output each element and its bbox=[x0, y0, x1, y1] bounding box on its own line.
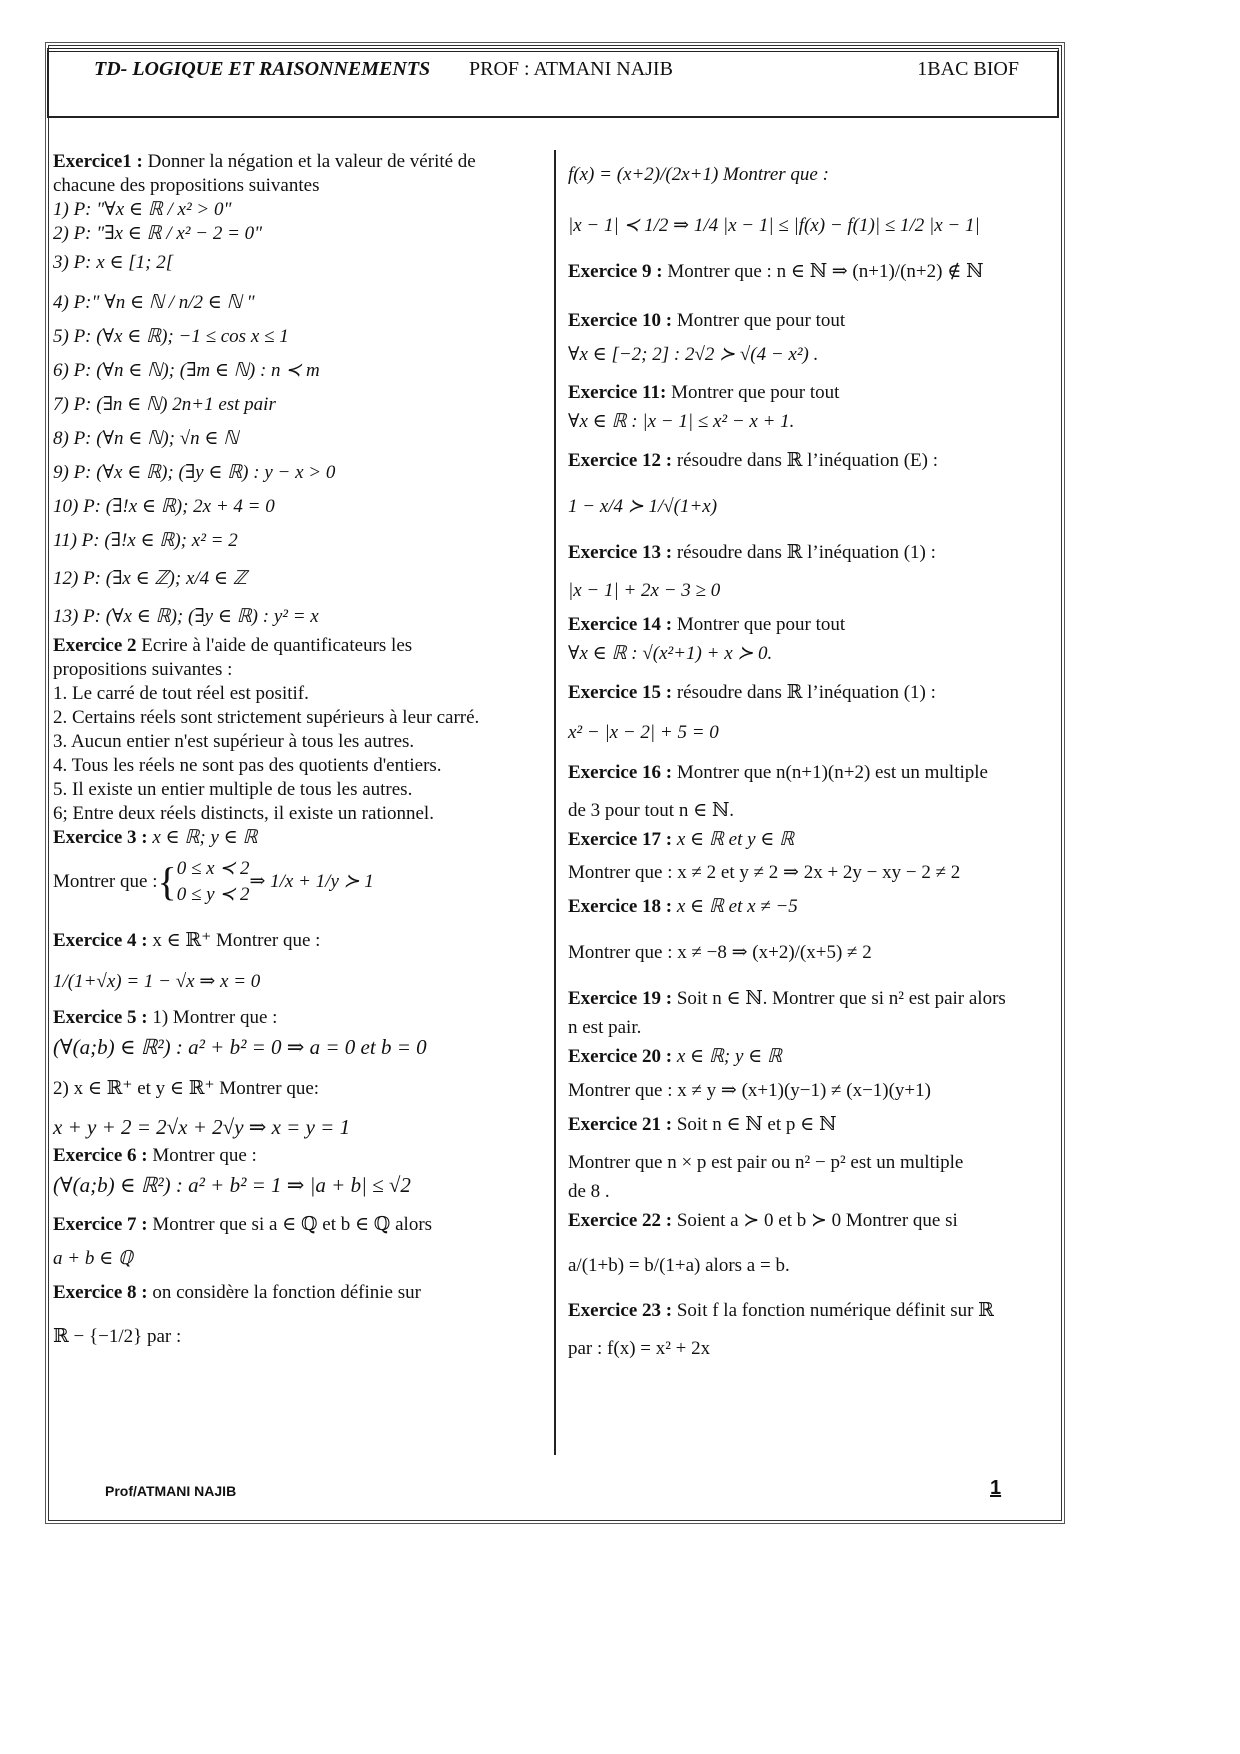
exercise-18 bbox=[568, 890, 1058, 982]
exercise-17 bbox=[568, 828, 1058, 890]
exercise-8 bbox=[53, 1276, 548, 1364]
proposition: 3) P: x ∈ [1; 2[ bbox=[53, 252, 174, 273]
formula: ∀x ∈ ℝ : |x − 1| ≤ x² − x + 1. bbox=[568, 411, 795, 432]
exercise-text: n est pair. bbox=[568, 1017, 642, 1038]
exercise-label: Exercice 15 : bbox=[568, 682, 673, 703]
formula: ℝ − {−1/2} par : bbox=[53, 1326, 182, 1347]
exercise-text: propositions suivantes : bbox=[53, 659, 233, 680]
exercise-5 bbox=[53, 1006, 548, 1144]
exercise-9 bbox=[568, 252, 1058, 304]
exercise-1 bbox=[53, 150, 548, 634]
footer-author: Prof/ATMANI NAJIB bbox=[105, 1483, 237, 1499]
exercise-label: Exercice 5 : bbox=[53, 1007, 148, 1028]
exercise-label: Exercice 18 : bbox=[568, 896, 673, 917]
right-column bbox=[568, 150, 1058, 1366]
exercise-label: Exercice 8 : bbox=[53, 1282, 148, 1303]
proposition: 13) P: (∀x ∈ ℝ); (∃y ∈ ℝ) : y² = x bbox=[53, 606, 319, 627]
document-title: TD- LOGIQUE ET RAISONNEMENTS bbox=[94, 58, 431, 80]
column-divider bbox=[554, 150, 556, 1455]
exercise-2 bbox=[53, 634, 548, 826]
class-level: 1BAC BIOF bbox=[917, 58, 1019, 80]
exercise-label: Exercice 13 : bbox=[568, 542, 673, 563]
exercise-text: Donner la négation et la valeur de vérité de bbox=[142, 151, 476, 172]
list-item: 4. Tous les réels ne sont pas des quotients d'entiers. bbox=[53, 755, 442, 776]
exercise-label: Exercice 3 : bbox=[53, 827, 148, 848]
proposition: 11) P: (∃!x ∈ ℝ); x² = 2 bbox=[53, 530, 238, 551]
list-item: 2. Certains réels sont strictement supérieurs à leur carré. bbox=[53, 707, 480, 728]
exercise-16 bbox=[568, 756, 1058, 828]
exercise-11 bbox=[568, 376, 1058, 434]
formula: (∀(a;b) ∈ ℝ²) : a² + b² = 1 ⇒ |a + b| ≤ √2 bbox=[53, 1173, 411, 1197]
exercise-23 bbox=[568, 1294, 1058, 1366]
exercise-given: x ∈ ℝ; y ∈ ℝ bbox=[147, 827, 258, 848]
formula: Montrer que : x ≠ 2 et y ≠ 2 ⇒ 2x + 2y − xy − 2 ≠ 2 bbox=[568, 862, 961, 883]
formula: 1/(1+√x) = 1 − √x ⇒ x = 0 bbox=[53, 971, 261, 992]
exercise-text: de 3 pour tout n ∈ ℕ. bbox=[568, 800, 734, 821]
exercise-text: résoudre dans ℝ l’inéquation (1) : bbox=[672, 682, 936, 703]
proposition: 2) P: "∃x ∈ ℝ / x² − 2 = 0" bbox=[53, 223, 263, 244]
proposition: 6) P: (∀n ∈ ℕ); (∃m ∈ ℕ) : n ≺ m bbox=[53, 360, 320, 381]
exercise-21 bbox=[568, 1108, 1058, 1204]
proposition: 5) P: (∀x ∈ ℝ); −1 ≤ cos x ≤ 1 bbox=[53, 326, 289, 347]
formula: 1 − x/4 ≻ 1/√(1+x) bbox=[568, 496, 718, 517]
exercise-label: Exercice 10 : bbox=[568, 310, 673, 331]
proposition: 10) P: (∃!x ∈ ℝ); 2x + 4 = 0 bbox=[53, 496, 275, 517]
exercise-13 bbox=[568, 536, 1058, 608]
formula: par : f(x) = x² + 2x bbox=[568, 1338, 711, 1359]
exercise-8-continued bbox=[568, 150, 1058, 252]
formula: f(x) = (x+2)/(2x+1) Montrer que : bbox=[568, 164, 829, 185]
exercise-label: Exercice 4 : bbox=[53, 930, 148, 951]
exercise-20 bbox=[568, 1040, 1058, 1108]
exercise-text: Montrer que n × p est pair ou n² − p² est un multiple bbox=[568, 1152, 964, 1173]
formula: |x − 1| + 2x − 3 ≥ 0 bbox=[568, 580, 721, 601]
exercise-text: Montrer que pour tout bbox=[672, 310, 846, 331]
exercise-15 bbox=[568, 676, 1058, 750]
formula: |x − 1| ≺ 1/2 ⇒ 1/4 |x − 1| ≤ |f(x) − f(1)| ≤ 1/2 |x − 1| bbox=[568, 215, 980, 236]
formula: a/(1+b) = b/(1+a) alors a = b. bbox=[568, 1255, 790, 1276]
left-column bbox=[53, 150, 548, 1364]
exercise-14 bbox=[568, 608, 1058, 666]
exercise-given: Soit n ∈ ℕ et p ∈ ℕ bbox=[672, 1114, 837, 1135]
exercise-text: Montrer que : bbox=[147, 1145, 257, 1166]
exercise-12 bbox=[568, 444, 1058, 536]
formula: x² − |x − 2| + 5 = 0 bbox=[568, 722, 719, 743]
exercise-text: Montrer que pour tout bbox=[672, 614, 846, 635]
list-item: 3. Aucun entier n'est supérieur à tous les autres. bbox=[53, 731, 415, 752]
exercise-given: x ∈ ℝ et y ∈ ℝ bbox=[672, 829, 795, 850]
proposition: 7) P: (∃n ∈ ℕ) 2n+1 est pair bbox=[53, 394, 276, 415]
exercise-text: Montrer que pour tout bbox=[666, 382, 840, 403]
exercise-text: Montrer que n(n+1)(n+2) est un multiple bbox=[672, 762, 988, 783]
list-item: 5. Il existe un entier multiple de tous les autres. bbox=[53, 779, 413, 800]
professor-name: PROF : ATMANI NAJIB bbox=[469, 58, 673, 80]
formula: x + y + 2 = 2√x + 2√y ⇒ x = y = 1 bbox=[53, 1115, 351, 1139]
exercise-6 bbox=[53, 1144, 548, 1202]
exercise-text: on considère la fonction définie sur bbox=[147, 1282, 421, 1303]
formula: ⇒ 1/x + 1/y ≻ 1 bbox=[249, 871, 374, 892]
exercise-22 bbox=[568, 1204, 1058, 1294]
exercise-given: x ∈ ℝ et x ≠ −5 bbox=[672, 896, 798, 917]
exercise-label: Exercice1 : bbox=[53, 151, 143, 172]
formula: a + b ∈ ℚ bbox=[53, 1248, 133, 1269]
exercise-text: Soit f la fonction numérique définit sur ℝ bbox=[672, 1300, 994, 1321]
proposition: 12) P: (∃x ∈ ℤ); x/4 ∈ ℤ bbox=[53, 568, 247, 589]
exercise-label: Exercice 6 : bbox=[53, 1145, 148, 1166]
formula: ∀x ∈ ℝ : √(x²+1) + x ≻ 0. bbox=[568, 643, 773, 664]
exercise-4 bbox=[53, 924, 548, 1006]
exercise-3: Exercice 3 : x ∈ ℝ; y ∈ ℝ Montrer que : { 0 ≤ x ≺ 2 0 ≤ y ≺ 2 ⇒ 1/x + 1/y ≻ 1 bbox=[53, 826, 548, 914]
exercise-text: Soient a ≻ 0 et b ≻ 0 Montrer que si bbox=[672, 1210, 958, 1231]
exercise-label: Exercice 16 : bbox=[568, 762, 673, 783]
exercise-label: Exercice 17 : bbox=[568, 829, 673, 850]
exercise-label: Exercice 11: bbox=[568, 382, 667, 403]
exercise-label: Exercice 19 : bbox=[568, 988, 673, 1009]
system-line: 0 ≤ x ≺ 2 bbox=[176, 858, 250, 879]
exercise-label: Exercice 21 : bbox=[568, 1114, 673, 1135]
proposition: 8) P: (∀n ∈ ℕ); √n ∈ ℕ bbox=[53, 428, 239, 449]
exercise-19 bbox=[568, 982, 1058, 1040]
formula: (∀(a;b) ∈ ℝ²) : a² + b² = 0 ⇒ a = 0 et b = 0 bbox=[53, 1035, 427, 1059]
exercise-10 bbox=[568, 304, 1058, 372]
exercise-label: Exercice 23 : bbox=[568, 1300, 673, 1321]
proposition: 1) P: "∀x ∈ ℝ / x² > 0" bbox=[53, 199, 232, 220]
exercise-text: Soit n ∈ ℕ. Montrer que si n² est pair alors bbox=[672, 988, 1006, 1009]
exercise-text: Montrer que : n ∈ ℕ ⇒ (n+1)/(n+2) ∉ ℕ bbox=[662, 261, 984, 282]
list-item: 6; Entre deux réels distincts, il existe un rationnel. bbox=[53, 803, 434, 824]
exercise-text: Montrer que si a ∈ ℚ et b ∈ ℚ alors bbox=[147, 1214, 433, 1235]
exercise-label: Exercice 14 : bbox=[568, 614, 673, 635]
exercise-text: de 8 . bbox=[568, 1181, 610, 1202]
list-item: 1. Le carré de tout réel est positif. bbox=[53, 683, 309, 704]
exercise-text: 1) Montrer que : bbox=[147, 1007, 278, 1028]
formula: Montrer que : x ≠ y ⇒ (x+1)(y−1) ≠ (x−1)(y+1) bbox=[568, 1080, 931, 1101]
proposition: 9) P: (∀x ∈ ℝ); (∃y ∈ ℝ) : y − x > 0 bbox=[53, 462, 336, 483]
exercise-label: Exercice 12 : bbox=[568, 450, 673, 471]
exercise-text: Ecrire à l'aide de quantificateurs les bbox=[136, 635, 413, 656]
proposition: 4) P:" ∀n ∈ ℕ / n/2 ∈ ℕ " bbox=[53, 292, 255, 313]
header bbox=[47, 48, 1059, 118]
exercise-text: chacune des propositions suivantes bbox=[53, 175, 320, 196]
exercise-label: Exercice 20 : bbox=[568, 1046, 673, 1067]
exercise-7 bbox=[53, 1208, 548, 1276]
exercise-label: Exercice 9 : bbox=[568, 261, 663, 282]
exercise-text: résoudre dans ℝ l’inéquation (E) : bbox=[672, 450, 938, 471]
exercise-text: 2) x ∈ ℝ⁺ et y ∈ ℝ⁺ Montrer que: bbox=[53, 1078, 320, 1099]
exercise-text: Montrer que : bbox=[53, 871, 158, 892]
exercise-label: Exercice 7 : bbox=[53, 1214, 148, 1235]
system-line: 0 ≤ y ≺ 2 bbox=[176, 884, 250, 905]
exercise-given: x ∈ ℝ; y ∈ ℝ bbox=[672, 1046, 783, 1067]
exercise-label: Exercice 2 bbox=[53, 635, 137, 656]
exercise-given: x ∈ ℝ⁺ Montrer que : bbox=[147, 930, 321, 951]
formula: Montrer que : x ≠ −8 ⇒ (x+2)/(x+5) ≠ 2 bbox=[568, 942, 872, 963]
exercise-text: résoudre dans ℝ l’inéquation (1) : bbox=[672, 542, 936, 563]
exercise-label: Exercice 22 : bbox=[568, 1210, 673, 1231]
page-number: 1 bbox=[990, 1477, 1002, 1499]
formula: ∀x ∈ [−2; 2] : 2√2 ≻ √(4 − x²) . bbox=[568, 344, 819, 365]
